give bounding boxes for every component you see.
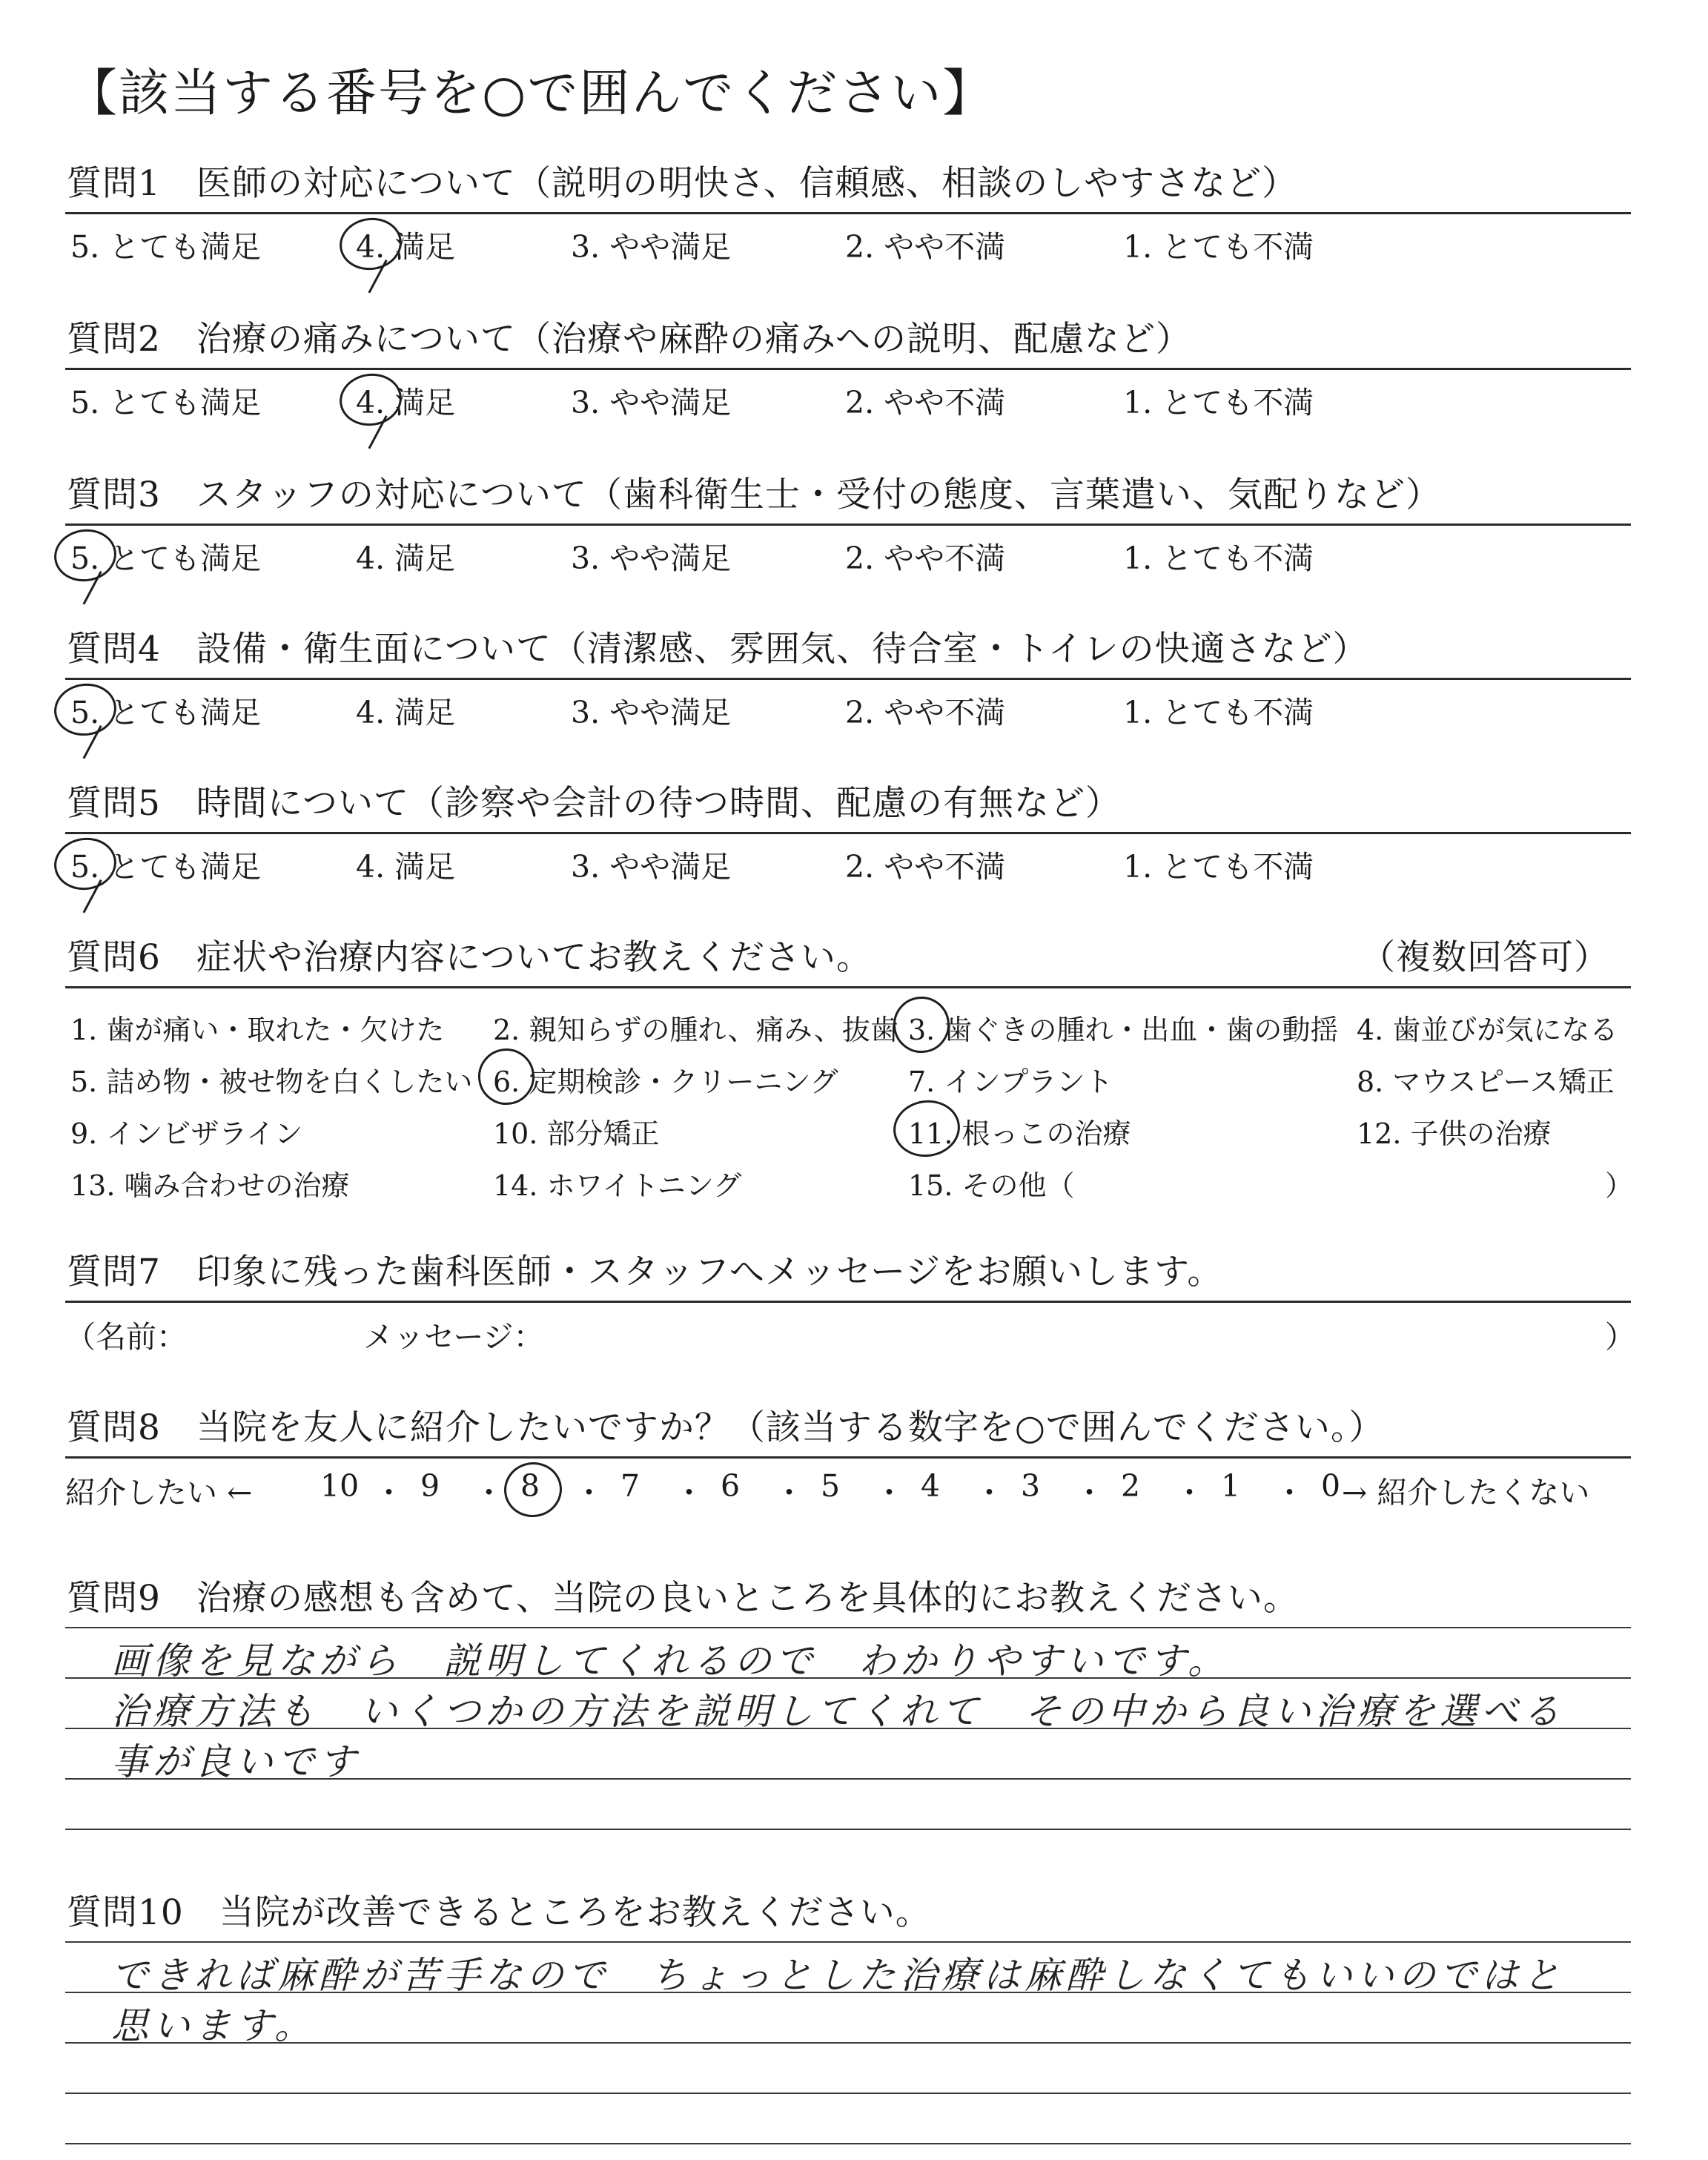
symptom-option[interactable]: 2. 親知らずの腫れ、痛み、抜歯 <box>493 1014 898 1046</box>
handwritten-answer-line[interactable]: 治療方法も いくつかの方法を説明してくれて その中から良い治療を選べる <box>111 1690 1564 1733</box>
scale-separator-dot: ・ <box>974 1475 1004 1510</box>
symptom-option[interactable]: 15. その他（ <box>908 1169 1075 1202</box>
rating-option[interactable]: 5. とても満足 <box>70 695 262 730</box>
recommend-right-label: → 紹介したくない <box>1342 1475 1590 1510</box>
handwritten-answer-line[interactable]: 事が良いです <box>111 1740 360 1783</box>
rating-option[interactable]: 3. やや満足 <box>571 849 732 885</box>
rating-option[interactable]: 3. やや満足 <box>571 695 732 730</box>
question-rule <box>65 832 1631 834</box>
question-rule <box>65 1456 1631 1459</box>
symptom-option[interactable]: 9. インビザライン <box>70 1117 303 1150</box>
symptom-option[interactable]: 13. 噛み合わせの治療 <box>70 1169 350 1202</box>
rating-option[interactable]: 5. とても満足 <box>70 385 262 420</box>
handwritten-answer-line[interactable]: 思います。 <box>111 2004 316 2047</box>
question-title: 質問1 医師の対応について（説明の明快さ、信頼感、相談のしやすさなど） <box>67 163 1298 204</box>
rating-option[interactable]: 2. やや不満 <box>845 229 1006 265</box>
scale-separator-dot: ・ <box>1274 1475 1305 1510</box>
recommend-scale-value[interactable]: 5 <box>821 1468 841 1504</box>
question-title: 質問5 時間について（診察や会計の待つ時間、配慮の有無など） <box>67 783 1121 824</box>
scale-separator-dot: ・ <box>474 1475 504 1510</box>
answer-line <box>65 1829 1631 1830</box>
recommend-scale-value[interactable]: 10 <box>320 1468 360 1504</box>
question-rule <box>65 678 1631 680</box>
rating-option[interactable]: 4. 満足 <box>356 229 456 265</box>
scale-separator-dot: ・ <box>574 1475 604 1510</box>
rating-option[interactable]: 1. とても不満 <box>1123 541 1314 576</box>
rating-option[interactable]: 1. とても不満 <box>1123 695 1314 730</box>
rating-option[interactable]: 5. とても満足 <box>70 849 262 885</box>
question-rule <box>65 368 1631 370</box>
handwritten-answer-line[interactable]: 画像を見ながら 説明してくれるので わかりやすいです。 <box>111 1639 1229 1682</box>
rating-option[interactable]: 1. とても不満 <box>1123 385 1314 420</box>
recommend-left-label: 紹介したい ← <box>65 1475 253 1510</box>
question-title: 質問2 治療の痛みについて（治療や麻酔の痛みへの説明、配慮など） <box>67 319 1192 360</box>
scale-separator-dot: ・ <box>1174 1475 1205 1510</box>
symptom-option[interactable]: 11. 根っこの治療 <box>908 1117 1131 1150</box>
answer-line <box>65 1941 1631 1943</box>
recommend-scale-value[interactable]: 9 <box>420 1468 440 1504</box>
rating-option[interactable]: 2. やや不満 <box>845 541 1006 576</box>
recommend-scale-value[interactable]: 6 <box>721 1468 741 1504</box>
symptom-option[interactable]: 12. 子供の治療 <box>1357 1117 1552 1150</box>
symptom-option[interactable]: 8. マウスピース矯正 <box>1357 1066 1615 1098</box>
symptom-option[interactable]: 10. 部分矯正 <box>493 1117 660 1150</box>
symptom-option[interactable]: 5. 詰め物・被せ物を白くしたい <box>70 1066 473 1098</box>
rating-option[interactable]: 4. 満足 <box>356 385 456 420</box>
rating-option[interactable]: 3. やや満足 <box>571 229 732 265</box>
recommend-scale-value[interactable]: 2 <box>1121 1468 1141 1504</box>
question-rule <box>65 212 1631 214</box>
rating-option[interactable]: 3. やや満足 <box>571 541 732 576</box>
symptom-option[interactable]: 7. インプラント <box>908 1066 1113 1098</box>
rating-option[interactable]: 1. とても不満 <box>1123 849 1314 885</box>
page-title: 【該当する番号を○で囲んでください】 <box>67 65 995 123</box>
answer-line <box>65 2093 1631 2094</box>
question-rule <box>65 524 1631 526</box>
rating-option[interactable]: 4. 満足 <box>356 541 456 576</box>
multiple-answer-note: （複数回答可） <box>1360 937 1609 978</box>
recommend-scale-value[interactable]: 8 <box>520 1468 540 1504</box>
recommend-scale-value[interactable]: 7 <box>620 1468 640 1504</box>
answer-line <box>65 1627 1631 1628</box>
scale-separator-dot: ・ <box>774 1475 804 1510</box>
rating-option[interactable]: 3. やや満足 <box>571 385 732 420</box>
question-title: 質問10 当院が改善できるところをお教えください。 <box>67 1892 931 1933</box>
recommend-scale-value[interactable]: 1 <box>1221 1468 1241 1504</box>
message-close-paren: ） <box>1605 1319 1635 1355</box>
recommend-scale-value[interactable]: 4 <box>921 1468 941 1504</box>
question-rule <box>65 1301 1631 1303</box>
recommend-scale-value[interactable]: 3 <box>1021 1468 1041 1504</box>
scale-separator-dot: ・ <box>374 1475 404 1510</box>
answer-line <box>65 2143 1631 2144</box>
question-title: 質問6 症状や治療内容についてお教えください。 <box>67 937 872 978</box>
rating-option[interactable]: 2. やや不満 <box>845 695 1006 730</box>
rating-option[interactable]: 1. とても不満 <box>1123 229 1314 265</box>
rating-option[interactable]: 2. やや不満 <box>845 849 1006 885</box>
rating-option[interactable]: 5. とても満足 <box>70 541 262 576</box>
symptom-option[interactable]: 1. 歯が痛い・取れた・欠けた <box>70 1014 445 1046</box>
recommend-scale-value[interactable]: 0 <box>1321 1468 1341 1504</box>
symptom-option[interactable]: 14. ホワイトニング <box>493 1169 742 1202</box>
scale-separator-dot: ・ <box>674 1475 704 1510</box>
selection-circle-mark <box>500 1459 566 1521</box>
rating-option[interactable]: 5. とても満足 <box>70 229 262 265</box>
handwritten-answer-line[interactable]: できれば麻酔が苦手なので ちょっとした治療は麻酔しなくてもいいのではと <box>111 1954 1564 1997</box>
symptom-option[interactable]: 3. 歯ぐきの腫れ・出血・歯の動揺 <box>908 1014 1339 1046</box>
scale-separator-dot: ・ <box>874 1475 904 1510</box>
question-title: 質問8 当院を友人に紹介したいですか？（該当する数字を○で囲んでください。） <box>67 1407 1385 1448</box>
rating-option[interactable]: 2. やや不満 <box>845 385 1006 420</box>
rating-option[interactable]: 4. 満足 <box>356 695 456 730</box>
symptom-option[interactable]: 4. 歯並びが気になる <box>1357 1014 1618 1046</box>
name-field-label[interactable]: （名前： <box>65 1319 187 1355</box>
other-close-paren: ） <box>1605 1169 1634 1202</box>
question-title: 質問4 設備・衛生面について（清潔感、雰囲気、待合室・トイレの快適さなど） <box>67 629 1368 670</box>
rating-option[interactable]: 4. 満足 <box>356 849 456 885</box>
question-rule <box>65 986 1631 988</box>
question-title: 質問9 治療の感想も含めて、当院の良いところを具体的にお教えください。 <box>67 1578 1299 1619</box>
message-field-label[interactable]: メッセージ： <box>363 1319 544 1355</box>
question-title: 質問7 印象に残った歯科医師・スタッフへメッセージをお願いします。 <box>67 1252 1223 1292</box>
symptom-option[interactable]: 6. 定期検診・クリーニング <box>493 1066 838 1098</box>
scale-separator-dot: ・ <box>1074 1475 1105 1510</box>
question-title: 質問3 スタッフの対応について（歯科衛生士・受付の態度、言葉遣い、気配りなど） <box>67 475 1441 515</box>
